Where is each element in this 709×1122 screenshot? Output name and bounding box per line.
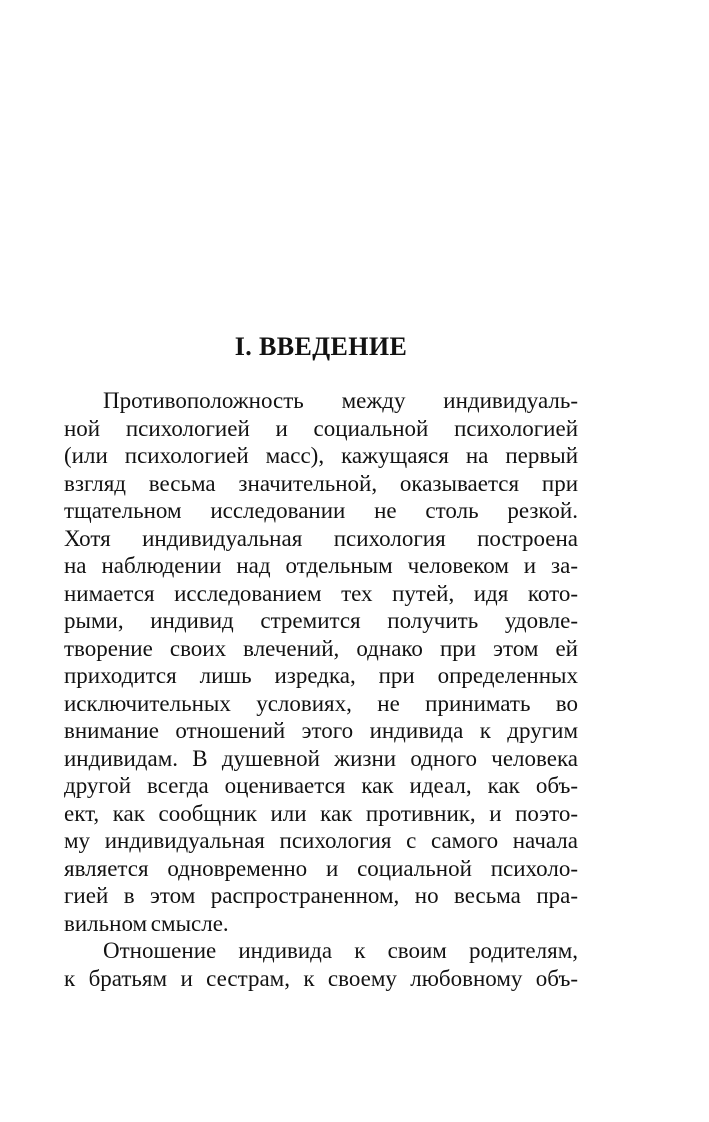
text-line: ной психологией и социальной психологией bbox=[64, 415, 578, 441]
text-line: приходится лишь изредка, при определенных bbox=[64, 663, 578, 688]
text-line: творение своих влечений, однако при этом ей bbox=[64, 635, 578, 661]
text-line: ект, как сообщник или как противник, и поэто- bbox=[64, 800, 578, 826]
body-text bbox=[64, 387, 578, 992]
text-line: взгляд весьма значительной, оказывается при bbox=[64, 470, 578, 496]
text-line: вильном смысле. bbox=[64, 910, 229, 936]
text-line: Отношение индивида к своим родителям, bbox=[103, 938, 578, 963]
chapter-title: I. ВВЕДЕНИЕ bbox=[234, 332, 408, 361]
text-line: му индивидуальная психология с самого начала bbox=[64, 828, 578, 853]
text-line: к братьям и сестрам, к своему любовному объ- bbox=[64, 965, 578, 991]
text-line: гией в этом распространенном, но весьма пра- bbox=[64, 883, 578, 908]
text-line: является одновременно и социальной психоло- bbox=[64, 855, 578, 881]
text-line: Хотя индивидуальная психология построена bbox=[64, 525, 578, 551]
text-line: внимание отношений этого индивида к другим bbox=[64, 718, 578, 743]
text-line: другой всегда оценивается как идеал, как объ- bbox=[64, 773, 578, 798]
text-line: на наблюдении над отдельным человеком и за- bbox=[64, 553, 578, 578]
text-line: рыми, индивид стремится получить удовле- bbox=[64, 608, 578, 633]
text-line: (или психологией масс), кажущаяся на первый bbox=[64, 443, 578, 468]
text-line: Противоположность между индивидуаль- bbox=[103, 388, 578, 413]
text-line: нимается исследованием тех путей, идя кото- bbox=[64, 580, 578, 606]
text-line: исключительных условиях, не принимать во bbox=[64, 690, 578, 716]
text-line: индивидам. В душевной жизни одного человека bbox=[64, 745, 578, 771]
text-line: тщательном исследовании не столь резкой. bbox=[64, 498, 578, 523]
